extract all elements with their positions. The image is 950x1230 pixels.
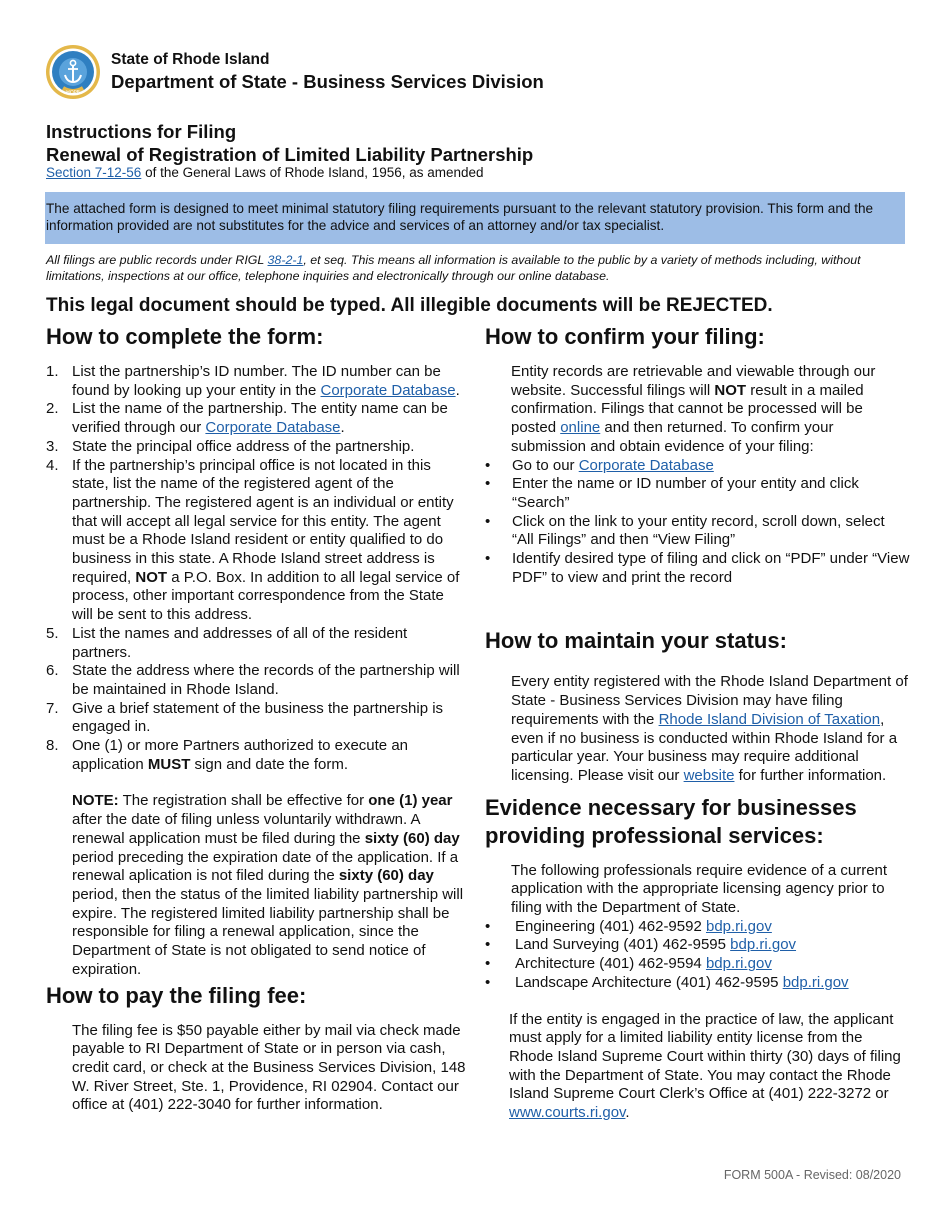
list-item: • Land Surveying (401) 462-9595 bdp.ri.gov [485,936,797,954]
courts-link[interactable]: www.courts.ri.gov [509,1104,626,1122]
confirm-filing-heading: How to confirm your filing: [485,324,765,349]
online-link[interactable]: online [560,419,601,437]
corporate-database-link[interactable]: Corporate Database [205,419,341,437]
rigl-link[interactable]: 38-2-1 [267,253,304,267]
list-item: 2. List the name of the partnership. The entity name can be verified through our Corporate Database. [46,400,448,437]
evidence-heading: Evidence necessary for businesses providing professional services: [485,794,857,848]
state-name: State of Rhode Island [111,51,270,68]
corporate-database-link[interactable]: Corporate Database [578,456,714,474]
disclaimer-banner: The attached form is designed to meet minimal statutory filing requirements pursuant to the relevant statutory provision. This form and the information provided are not substitutes for the advice and services of an attorney and/or tax specialist. [45,192,905,244]
bdp-link[interactable]: bdp.ri.gov [730,936,797,954]
list-item: • Go to our Corporate Database [485,456,714,474]
list-item: • Engineering (401) 462-9592 bdp.ri.gov [485,917,772,935]
list-item: 3. State the principal office address of the partnership. [46,437,415,455]
doc-title-line1: Instructions for Filing [46,121,237,142]
steps-list [46,363,466,774]
list-item: 7. Give a brief statement of the business the partnership is engaged in. [46,699,444,736]
form-revision: FORM 500A - Revised: 08/2020 [723,1168,901,1182]
list-item: • Enter the name or ID number of your entity and click “Search” [485,475,859,511]
ri-state-seal-icon [45,44,101,100]
list-item: 1. List the partnership’s ID number. The ID number can be found by looking up your entity in the Corporate Database. [46,363,460,399]
typed-warning: This legal document should be typed. All illegible documents will be REJECTED. [46,295,773,316]
pay-fee-text: The filing fee is $50 payable either by mail via check made payable to RI Department of State or in person via cash, credit card, or check at the Business Services Division, 148 W. River Street, Ste. 1, Providence, RI 02904. Contact our office at (401) 222-3040 for further information. [72,1021,466,1114]
law-practice-text: If the entity is engaged in the practice of law, the applicant must apply for a limited liability entity license from the Rhode Island Supreme Court within thirty (30) days of filing with the Department of State. You may contact the Rhode Island Supreme Court Clerk’s Office at (401) 222-3272 or www.courts.ri.gov. [509,1010,901,1122]
list-item: • Architecture (401) 462-9594 bdp.ri.gov [485,955,772,973]
doc-title-line2: Renewal of Registration of Limited Liability Partnership [46,144,534,165]
section-link[interactable]: Section 7-12-56 [46,165,142,180]
department-name: Department of State - Business Services Division [111,71,544,92]
list-item: 8. One (1) or more Partners authorized to execute an application MUST sign and date the form. [46,737,409,773]
list-item: 4. If the partnership’s principal office is not located in this state, list the name of the registered agent of the partnership. The registered agent is an individual or entity that will accept all legal service for this entity. The agent must be a Rhode Island resident or entity qualified to do business in this state. A Rhode Island street address is required, NOT a P.O. Box. In addition to all legal service of process, other important correspondence from the State will be sent to this address. [46,456,460,624]
left-column [46,323,466,1115]
bdp-link[interactable]: bdp.ri.gov [705,917,772,935]
maintain-status-heading: How to maintain your status: [485,628,787,654]
public-records-notice: All filings are public records under RIGL 38-2-1, et seq. This means all information is available to the public by a variety of methods including, without limitations, inspections at our office, telephone inquiries and electronically through our online database. [46,253,861,283]
evidence-intro: The following professionals require evidence of a current application with the appropriate licensing agency prior to filing with the Department of State. [511,861,888,917]
seal-motto: HOPE [66,90,80,96]
confirm-steps-list [485,457,910,588]
pay-fee-heading: How to pay the filing fee: [46,982,307,1008]
list-item: • Click on the link to your entity record, scroll down, select “All Filings” and then “View Filing” [485,512,885,549]
statute-reference: Section 7-12-56 of the General Laws of Rhode Island, 1956, as amended [46,165,484,180]
complete-form-heading: How to complete the form: [46,324,324,349]
professions-list [485,918,910,993]
list-item: 5. List the names and addresses of all of the resident partners. [46,624,408,661]
division-of-taxation-link[interactable]: Rhode Island Division of Taxation [658,710,881,728]
bdp-link[interactable]: bdp.ri.gov [705,955,772,973]
registration-note: NOTE: The registration shall be effective for one (1) year after the date of filing unless voluntarily withdrawn. A renewal application must be filed during the sixty (60) day period preceding the expiration date of the application. If a renewal aplication is not filed during the sixty (60) day period, then the status of the limited liability partnership will expire. The registered limited liability partnership shall be responsible for filing a renewal application, since the Department of State is not obligated to send notice of expiration. [72,792,464,978]
bdp-link[interactable]: bdp.ri.gov [782,973,849,991]
list-item: • Landscape Architecture (401) 462-9595 bdp.ri.gov [485,973,849,991]
corporate-database-link[interactable]: Corporate Database [320,381,456,399]
confirm-filing-text: Entity records are retrievable and viewable through our website. Successful filings will NOT result in a mailed confirmation. Filings that cannot be processed will be posted online and then returned. To confirm your submission and obtain evidence of your filing: [511,363,876,455]
list-item: 6. State the address where the records of the partnership will be maintained in Rhode Island. [46,662,460,698]
website-link[interactable]: website [683,766,735,784]
maintain-status-text: Every entity registered with the Rhode Island Department of State - Business Services Division may have filing requirements with the Rhode Island Division of Taxation, even if no business is conducted within Rhode Island for a particular year. Your business may require additional licensing. Please visit our website for further information. [511,673,908,784]
right-column [485,323,910,1123]
list-item: • Identify desired type of filing and click on “PDF” under “View PDF” to view and print the record [485,550,910,586]
